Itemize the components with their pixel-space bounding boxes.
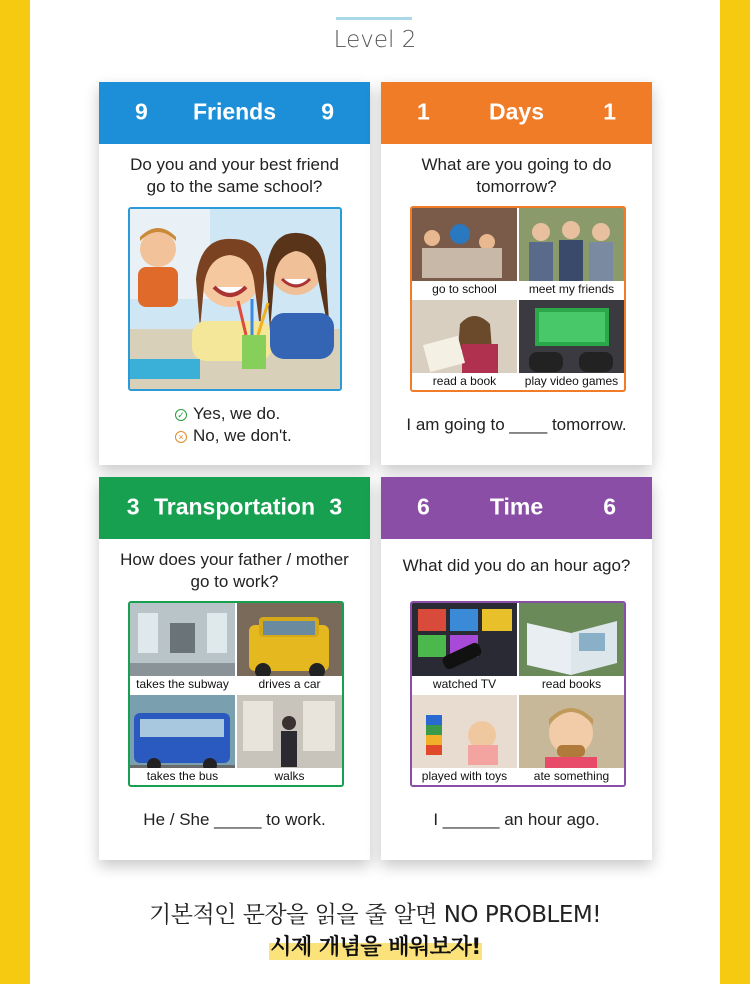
card-question (99, 549, 370, 593)
answer-sentence: He / She _____ to work. (143, 810, 326, 829)
question-line: go to work? (190, 572, 279, 591)
card-number-left: 6 (417, 493, 430, 520)
card-title: Days (489, 98, 544, 125)
answer-no-text: No, we don't. (193, 426, 292, 445)
card-number-right: 6 (603, 493, 616, 520)
card-question (381, 555, 652, 577)
children-smiling-photo (128, 207, 342, 391)
option-takes-the-subway (130, 603, 235, 693)
option-caption: ate something (519, 768, 624, 785)
option-caption: go to school (412, 281, 517, 298)
photo-illustration (130, 209, 340, 389)
option-go-to-school (412, 208, 517, 298)
card-question (381, 154, 652, 198)
option-watched-tv (412, 603, 517, 693)
answer-sentence: I ______ an hour ago. (433, 810, 600, 829)
card-header (99, 82, 370, 144)
card-number-left: 1 (417, 98, 430, 125)
option-caption: drives a car (237, 676, 342, 693)
options-grid (410, 206, 626, 392)
card-header (381, 82, 652, 144)
option-caption: read a book (412, 373, 517, 390)
cross-icon: × (175, 431, 187, 443)
card-title: Time (489, 493, 544, 520)
option-caption: meet my friends (519, 281, 624, 298)
card-number-right: 3 (329, 493, 343, 520)
card-time (381, 477, 652, 860)
footer-headline: 기본적인 문장을 읽을 줄 알면 NO PROBLEM! (149, 902, 601, 928)
card-title-row (99, 494, 370, 521)
card-question (99, 154, 370, 198)
card-title: Friends (192, 98, 277, 125)
question-line: What did you do an hour ago? (402, 556, 631, 575)
option-ate-something (519, 695, 624, 785)
check-icon: ✓ (175, 409, 187, 421)
card-transportation (99, 477, 370, 860)
right-yellow-border (720, 0, 750, 984)
option-caption: play video games (519, 373, 624, 390)
card-number-right: 9 (321, 98, 334, 125)
question-line: go to the same school? (146, 177, 323, 196)
footer-subheadline: 시제 개념을 배워보자! (270, 935, 481, 960)
question-line: Do you and your best friend (130, 155, 339, 174)
options-grid (128, 601, 344, 787)
answer-no (175, 426, 292, 446)
title-accent-line (336, 17, 412, 20)
card-friends (99, 82, 370, 465)
question-line: tomorrow? (476, 177, 557, 196)
option-caption: played with toys (412, 768, 517, 785)
answer-yes-text: Yes, we do. (193, 404, 281, 423)
option-caption: read books (519, 676, 624, 693)
option-read-books (519, 603, 624, 693)
option-caption: takes the bus (130, 768, 235, 785)
option-drives-a-car (237, 603, 342, 693)
left-yellow-border (0, 0, 30, 984)
question-line: What are you going to do (421, 155, 612, 174)
answer-sentence: I am going to ____ tomorrow. (406, 415, 627, 434)
card-days (381, 82, 652, 465)
footer-highlight (269, 930, 482, 962)
card-number-right: 1 (603, 98, 616, 125)
card-number-left: 3 (126, 493, 140, 520)
option-takes-the-bus (130, 695, 235, 785)
card-title: Transportation (153, 493, 315, 520)
option-played-with-toys (412, 695, 517, 785)
answer-yes (175, 404, 280, 424)
level-title: Level 2 (333, 27, 417, 53)
option-caption: takes the subway (130, 676, 235, 693)
option-read-a-book (412, 300, 517, 390)
card-number-left: 9 (135, 98, 148, 125)
option-caption: watched TV (412, 676, 517, 693)
options-grid (410, 601, 626, 787)
option-meet-my-friends (519, 208, 624, 298)
option-walks (237, 695, 342, 785)
option-caption: walks (237, 768, 342, 785)
question-line: How does your father / mother (120, 550, 349, 569)
option-play-video-games (519, 300, 624, 390)
card-header (99, 477, 370, 539)
card-header (381, 477, 652, 539)
